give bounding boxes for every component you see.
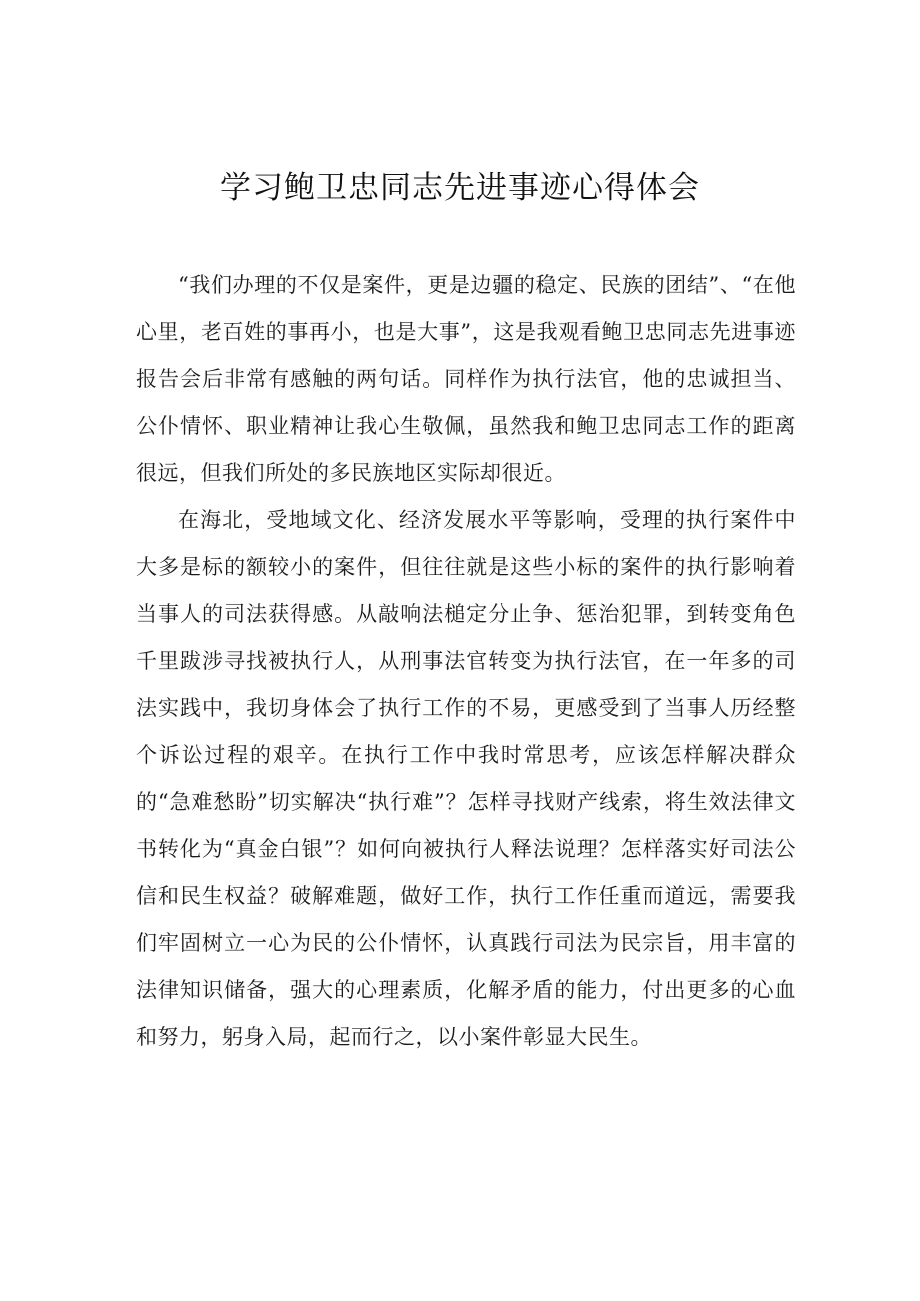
document-body: [136, 262, 796, 1061]
document-title: 学习鲍卫忠同志先进事迹心得体会: [220, 170, 700, 206]
paragraph-2: 在海北，受地域文化、经济发展水平等影响，受理的执行案件中大多是标的额较小的案件，但往往就是这些小标的案件的执行影响着当事人的司法获得感。从敲响法槌定分止争、惩治犯罪，到转变角色千里跋涉寻找被执行人，从刑事法官转变为执行法官，在一年多的司法实践中，我切身体会了执行工作的不易，更感受到了当事人历经整个诉讼过程的艰辛。在执行工作中我时常思考，应该怎样解决群众的“急难愁盼”切实解决“执行难”？怎样寻找财产线索，将生效法律文书转化为“真金白银”？如何向被执行人释法说理？怎样落实好司法公信和民生权益？破解难题，做好工作，执行工作任重而道远，需要我们牢固树立一心为民的公仆情怀，认真践行司法为民宗旨，用丰富的法律知识储备，强大的心理素质，化解矛盾的能力，付出更多的心血和努力，躬身入局，起而行之，以小案件彰显大民生。: [136, 508, 796, 1049]
paragraph-1: “我们办理的不仅是案件，更是边疆的稳定、民族的团结”、“在他心里，老百姓的事再小，也是大事”，这是我观看鲍卫忠同志先进事迹报告会后非常有感触的两句话。同样作为执行法官，他的忠诚担当、公仆情怀、职业精神让我心生敬佩，虽然我和鲍卫忠同志工作的距离很远，但我们所处的多民族地区实际却很近。: [136, 273, 796, 485]
